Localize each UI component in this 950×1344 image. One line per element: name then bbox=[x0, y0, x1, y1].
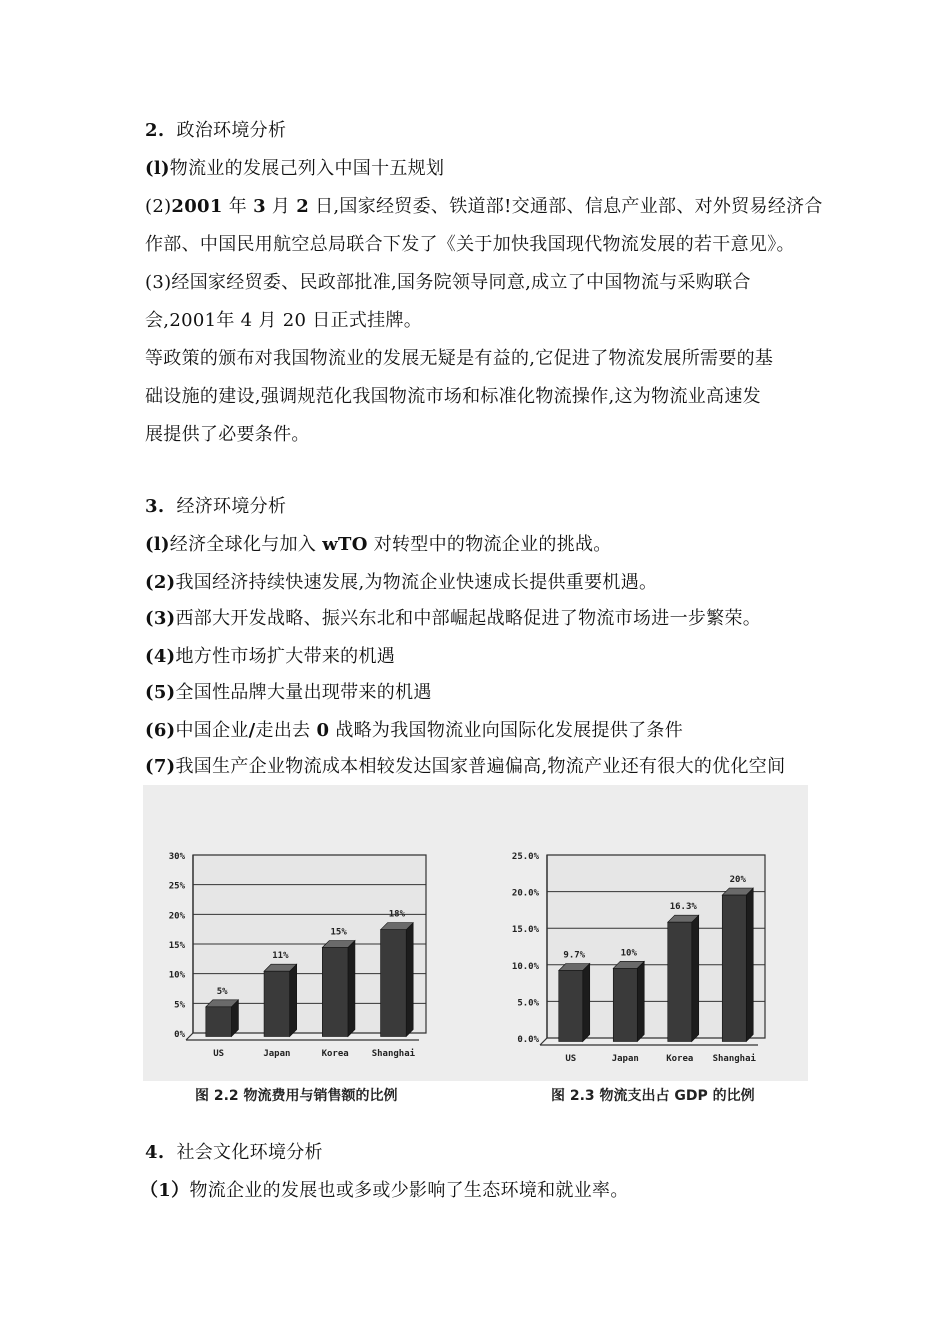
chart2-bar-side bbox=[583, 963, 590, 1041]
chart1-ytick-label: 15% bbox=[168, 941, 185, 951]
chart2-bar-side bbox=[746, 888, 753, 1041]
section3-item-1: (l)经济全球化与加入 wTO 对转型中的物流企业的挑战。 bbox=[145, 534, 612, 555]
chart2-bar-side bbox=[637, 961, 644, 1041]
chart2-category-label: Japan bbox=[611, 1054, 639, 1064]
section2-summary-line3: 展提供了必要条件。 bbox=[145, 424, 310, 445]
section2-item-3-line1: (3)经国家经贸委、民政部批准,国务院领导同意,成立了中国物流与采购联合 bbox=[145, 272, 751, 293]
section2-item-3-line2: 会,2001年 4 月 20 日正式挂牌。 bbox=[145, 310, 423, 331]
chart1-bar-side bbox=[348, 941, 355, 1037]
section3-item-5: (5)全国性品牌大量出现带来的机遇 bbox=[145, 682, 432, 703]
chart2-bar-side bbox=[692, 915, 699, 1041]
chart1-bar bbox=[381, 930, 407, 1037]
figure-caption-band bbox=[143, 1081, 808, 1111]
chart1-category-label: US bbox=[213, 1049, 225, 1059]
chart1-caption: 图 2.2 物流费用与销售额的比例 bbox=[195, 1088, 398, 1104]
figure-charts bbox=[143, 785, 808, 1111]
section2-item-2-line2: 作部、中国民用航空总局联合下发了《关于加快我国现代物流发展的若干意见》。 bbox=[145, 234, 795, 255]
chart2-data-label: 16.3% bbox=[669, 902, 697, 913]
section3-heading: 3. 经济环境分析 bbox=[145, 496, 287, 517]
chart1-data-label: 11% bbox=[272, 951, 289, 962]
chart1-ytick-label: 30% bbox=[168, 852, 185, 862]
chart2-ytick-label: 5.0% bbox=[517, 998, 539, 1009]
chart1-data-label: 5% bbox=[216, 986, 228, 997]
section2-summary-line1: 等政策的颁布对我国物流业的发展无疑是有益的,它促进了物流发展所需要的基 bbox=[145, 348, 774, 369]
chart2-category-label: US bbox=[565, 1054, 577, 1064]
chart1-floor-left bbox=[186, 1033, 193, 1040]
section4-item-1: （1）物流企业的发展也或多或少影响了生态环境和就业率。 bbox=[140, 1180, 629, 1201]
chart2-bar bbox=[668, 922, 692, 1041]
chart2-data-label: 9.7% bbox=[563, 950, 586, 961]
chart2-category-label: Shanghai bbox=[712, 1054, 756, 1064]
chart1-data-label: 15% bbox=[330, 927, 347, 938]
chart1-bar bbox=[322, 948, 348, 1037]
chart2-ytick-label: 0.0% bbox=[517, 1035, 539, 1045]
chart2-category-label: Korea bbox=[666, 1054, 694, 1064]
chart1-category-label: Shanghai bbox=[371, 1049, 416, 1059]
section2-item-2-line1: (2)2001 年 3 月 2 日,国家经贸委、铁道部!交通部、信息产业部、对外贸易经济合 bbox=[145, 196, 823, 217]
chart2-data-label: 10% bbox=[620, 948, 637, 959]
chart2-ytick-label: 20.0% bbox=[511, 888, 539, 899]
section3-item-3: (3)西部大开发战略、振兴东北和中部崛起战略促进了物流市场进一步繁荣。 bbox=[145, 608, 762, 629]
chart2-data-label: 20% bbox=[729, 875, 746, 886]
section2-summary-line2: 础设施的建设,强调规范化我国物流市场和标准化物流操作,这为物流业高速发 bbox=[145, 386, 761, 407]
chart1-ytick-label: 20% bbox=[168, 911, 185, 922]
chart2-ytick-label: 25.0% bbox=[511, 852, 539, 862]
section3-item-7: (7)我国生产企业物流成本相较发达国家普遍偏高,物流产业还有很大的优化空间 bbox=[145, 756, 786, 777]
chart1-ytick-label: 5% bbox=[174, 1000, 185, 1011]
chart2-floor-left bbox=[540, 1038, 547, 1045]
chart2-caption: 图 2.3 物流支出占 GDP 的比例 bbox=[551, 1088, 755, 1104]
section3-item-4: (4)地方性市场扩大带来的机遇 bbox=[145, 646, 396, 667]
chart1-ytick-label: 0% bbox=[174, 1030, 185, 1040]
chart1-category-label: Korea bbox=[321, 1049, 349, 1059]
chart2-bar bbox=[722, 895, 746, 1041]
section3-item-6: (6)中国企业/走出去 0 战略为我国物流业向国际化发展提供了条件 bbox=[145, 720, 684, 741]
chart1-data-label: 18% bbox=[388, 909, 406, 920]
section2-heading: 2. 政治环境分析 bbox=[145, 120, 287, 141]
section4-heading: 4. 社会文化环境分析 bbox=[145, 1142, 323, 1163]
chart2-bar bbox=[559, 970, 583, 1041]
chart2-ytick-label: 15.0% bbox=[511, 925, 539, 936]
chart1-category-label: Japan bbox=[263, 1049, 291, 1059]
section3-item-2: (2)我国经济持续快速发展,为物流企业快速成长提供重要机遇。 bbox=[145, 572, 658, 593]
chart1-ytick-label: 25% bbox=[168, 881, 185, 892]
chart2-ytick-label: 10.0% bbox=[511, 961, 539, 972]
chart1-ytick-label: 10% bbox=[168, 970, 185, 981]
chart2-bar bbox=[613, 968, 637, 1041]
charts-svg bbox=[143, 785, 808, 1081]
chart1-bar bbox=[206, 1007, 232, 1037]
section2-item-1: (l)物流业的发展己列入中国十五规划 bbox=[145, 158, 445, 179]
chart1-bar-side bbox=[290, 964, 297, 1036]
chart1-bar-side bbox=[406, 923, 413, 1037]
chart1-bar bbox=[264, 971, 290, 1036]
